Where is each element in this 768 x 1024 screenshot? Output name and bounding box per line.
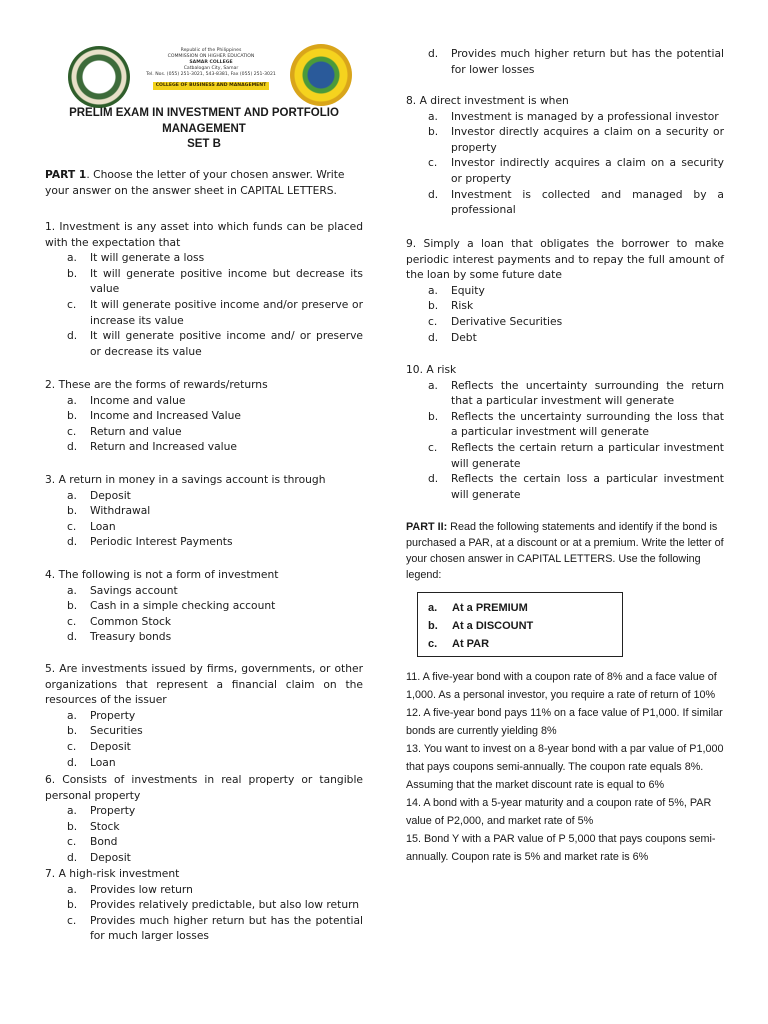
options-list (406, 46, 724, 77)
option-c: c. Derivative Securities (428, 314, 563, 328)
option-a: a. Equity (428, 283, 485, 297)
question-10 (406, 362, 724, 502)
option-c: c. Provides much higher return but has the potential for much larger losses (67, 913, 363, 943)
option-d: d. Periodic Interest Payments (67, 535, 233, 549)
option-b: b. Provides relatively predictable, but also low return (67, 898, 360, 912)
question-stem: 4. The following is not a form of investment (45, 568, 279, 581)
option-c: c. Return and value (67, 424, 182, 438)
part1-label: PART 1 (45, 168, 87, 181)
option-c: c. Investor indirectly acquires a claim on a security or property (428, 156, 724, 185)
option-a: a. Provides low return (67, 882, 193, 896)
question-9 (406, 236, 724, 345)
options-list (406, 378, 724, 503)
title-line-1: PRELIM EXAM IN INVESTMENT AND PORTFOLIO (69, 107, 339, 119)
question-7 (45, 866, 363, 944)
option-a: a. Income and value (67, 393, 186, 407)
question-1 (45, 219, 363, 359)
legend-item: c. At PAR (428, 638, 490, 650)
college-line: SAMAR COLLEGE (189, 60, 233, 65)
option-d: d. Debt (428, 330, 477, 344)
question-4 (45, 567, 363, 645)
question-7-continued (406, 46, 724, 77)
question-stem: 3. A return in money in a savings account is through (45, 473, 326, 486)
legend-box (417, 592, 623, 657)
question-stem: 5. Are investments issued by firms, governments, or other organizations that represent a financial claim on the resources of the issuer (45, 662, 363, 707)
bond-question-14: 14. A bond with a 5-year maturity and a coupon rate of 5%, PAR value of P2,000, and market rate of 5% (406, 797, 712, 827)
option-c: c. Common Stock (67, 614, 172, 628)
question-stem: 7. A high-risk investment (45, 867, 180, 880)
exam-title (45, 106, 363, 153)
part1-instructions (45, 167, 363, 199)
letterhead-text (134, 48, 288, 90)
options-list (45, 583, 363, 645)
option-c: c. Bond (67, 835, 118, 849)
question-8 (406, 93, 724, 218)
question-stem: 8. A direct investment is when (406, 94, 569, 107)
option-d: d. Investment is collected and managed by a professional (428, 187, 724, 217)
option-d: d. Deposit (67, 850, 131, 864)
option-b: b. Risk (428, 299, 474, 313)
option-a: a. Property (67, 708, 136, 722)
options-list (45, 393, 363, 455)
option-b: b. Cash in a simple checking account (67, 599, 276, 613)
option-c: c. Reflects the certain return a particular investment will generate (428, 440, 724, 470)
bond-questions (406, 668, 724, 866)
question-3 (45, 472, 363, 550)
question-stem: 6. Consists of investments in real property or tangible personal property (45, 773, 363, 802)
options-list (45, 250, 363, 359)
part2-label: PART II: (406, 521, 448, 533)
part2-instructions (406, 519, 724, 583)
title-line-3: SET B (187, 138, 221, 150)
option-a: a. It will generate a loss (67, 251, 205, 265)
option-c: c. Loan (67, 519, 116, 533)
bond-question-13: 13. You want to invest on a 8-year bond with a par value of P1,000 that pays coupons semi-annually. The coupon rate equals 8%. Assuming that the market discount rate is equal to 6% (406, 743, 724, 791)
option-b: b. It will generate positive income but decrease its value (67, 266, 363, 296)
title-line-2: MANAGEMENT (162, 122, 246, 135)
option-a: a. Deposit (67, 488, 131, 502)
legend-item: b. At a DISCOUNT (428, 620, 534, 632)
department-seal-icon (290, 44, 352, 106)
commission-line: COMMISSION ON HIGHER EDUCATION (167, 54, 255, 59)
option-b: b. Withdrawal (67, 504, 151, 518)
option-d: d. Loan (67, 755, 116, 769)
option-a: a. Property (67, 804, 136, 818)
question-stem: 9. Simply a loan that obligates the borrower to make periodic interest payments and to repay the full amount of the loan by some future date (406, 237, 724, 282)
option-d: d. Provides much higher return but has the potential for lower losses (428, 47, 724, 76)
question-6 (45, 772, 363, 866)
option-b: b. Investor directly acquires a claim on a security or property (428, 125, 724, 154)
options-list (406, 283, 724, 345)
option-b: b. Income and Increased Value (67, 409, 241, 423)
department-banner: COLLEGE OF BUSINESS AND MANAGEMENT (153, 82, 270, 90)
question-stem: 2. These are the forms of rewards/returns (45, 378, 268, 391)
option-d: d. Return and Increased value (67, 440, 237, 454)
question-stem: 1. Investment is any asset into which funds can be placed with the expectation that (45, 220, 363, 249)
question-2 (45, 377, 363, 455)
option-d: d. Reflects the certain loss a particular investment will generate (428, 472, 724, 501)
samar-college-seal-icon (68, 46, 130, 108)
options-list (45, 708, 363, 770)
option-a: a. Reflects the uncertainty surrounding the return that a particular investment will generate (428, 378, 724, 408)
bond-question-12: 12. A five-year bond pays 11% on a face value of P1,000. If similar bonds are currently yielding 8% (406, 707, 723, 737)
city-line: Catbalogan City, Samar (183, 66, 239, 71)
part1-text: . Choose the letter of your chosen answer. Write your answer on the answer sheet in CAPITAL LETTERS. (45, 168, 345, 197)
option-d: d. It will generate positive income and/ or preserve or decrease its value (67, 329, 363, 358)
option-b: b. Reflects the uncertainty surrounding the loss that a particular investment will generate (428, 409, 724, 439)
part2-text: Read the following statements and identify if the bond is purchased a PAR, at a discount or at a premium. Write the letter of your chosen answer in CAPITAL LETTERS. Use the following legend: (406, 521, 724, 581)
question-stem: 10. A risk (406, 363, 457, 376)
options-list (45, 488, 363, 550)
option-c: c. It will generate positive income and/or preserve or increase its value (67, 297, 363, 327)
legend-item: a. At a PREMIUM (428, 602, 528, 614)
option-b: b. Securities (67, 724, 143, 738)
question-5 (45, 661, 363, 770)
option-d: d. Treasury bonds (67, 630, 172, 644)
option-c: c. Deposit (67, 739, 131, 753)
bond-question-11: 11. A five-year bond with a coupon rate of 8% and a face value of 1,000. As a personal investor, you require a rate of return of 10% (406, 671, 717, 701)
options-list (406, 109, 724, 218)
option-a: a. Investment is managed by a professional investor (428, 109, 719, 123)
options-list (45, 882, 363, 944)
tel-line: Tel. Nos. (055) 251-3021, 543-8381, Fax (055) 251-3021 (146, 72, 276, 77)
letterhead (68, 44, 338, 106)
option-a: a. Savings account (67, 583, 178, 597)
republic-line: Republic of the Philippines (180, 48, 242, 53)
options-list (45, 803, 363, 865)
bond-question-15: 15. Bond Y with a PAR value of P 5,000 that pays coupons semi-annually. Coupon rate is 5% and market rate is 6% (406, 833, 716, 863)
option-b: b. Stock (67, 819, 120, 833)
